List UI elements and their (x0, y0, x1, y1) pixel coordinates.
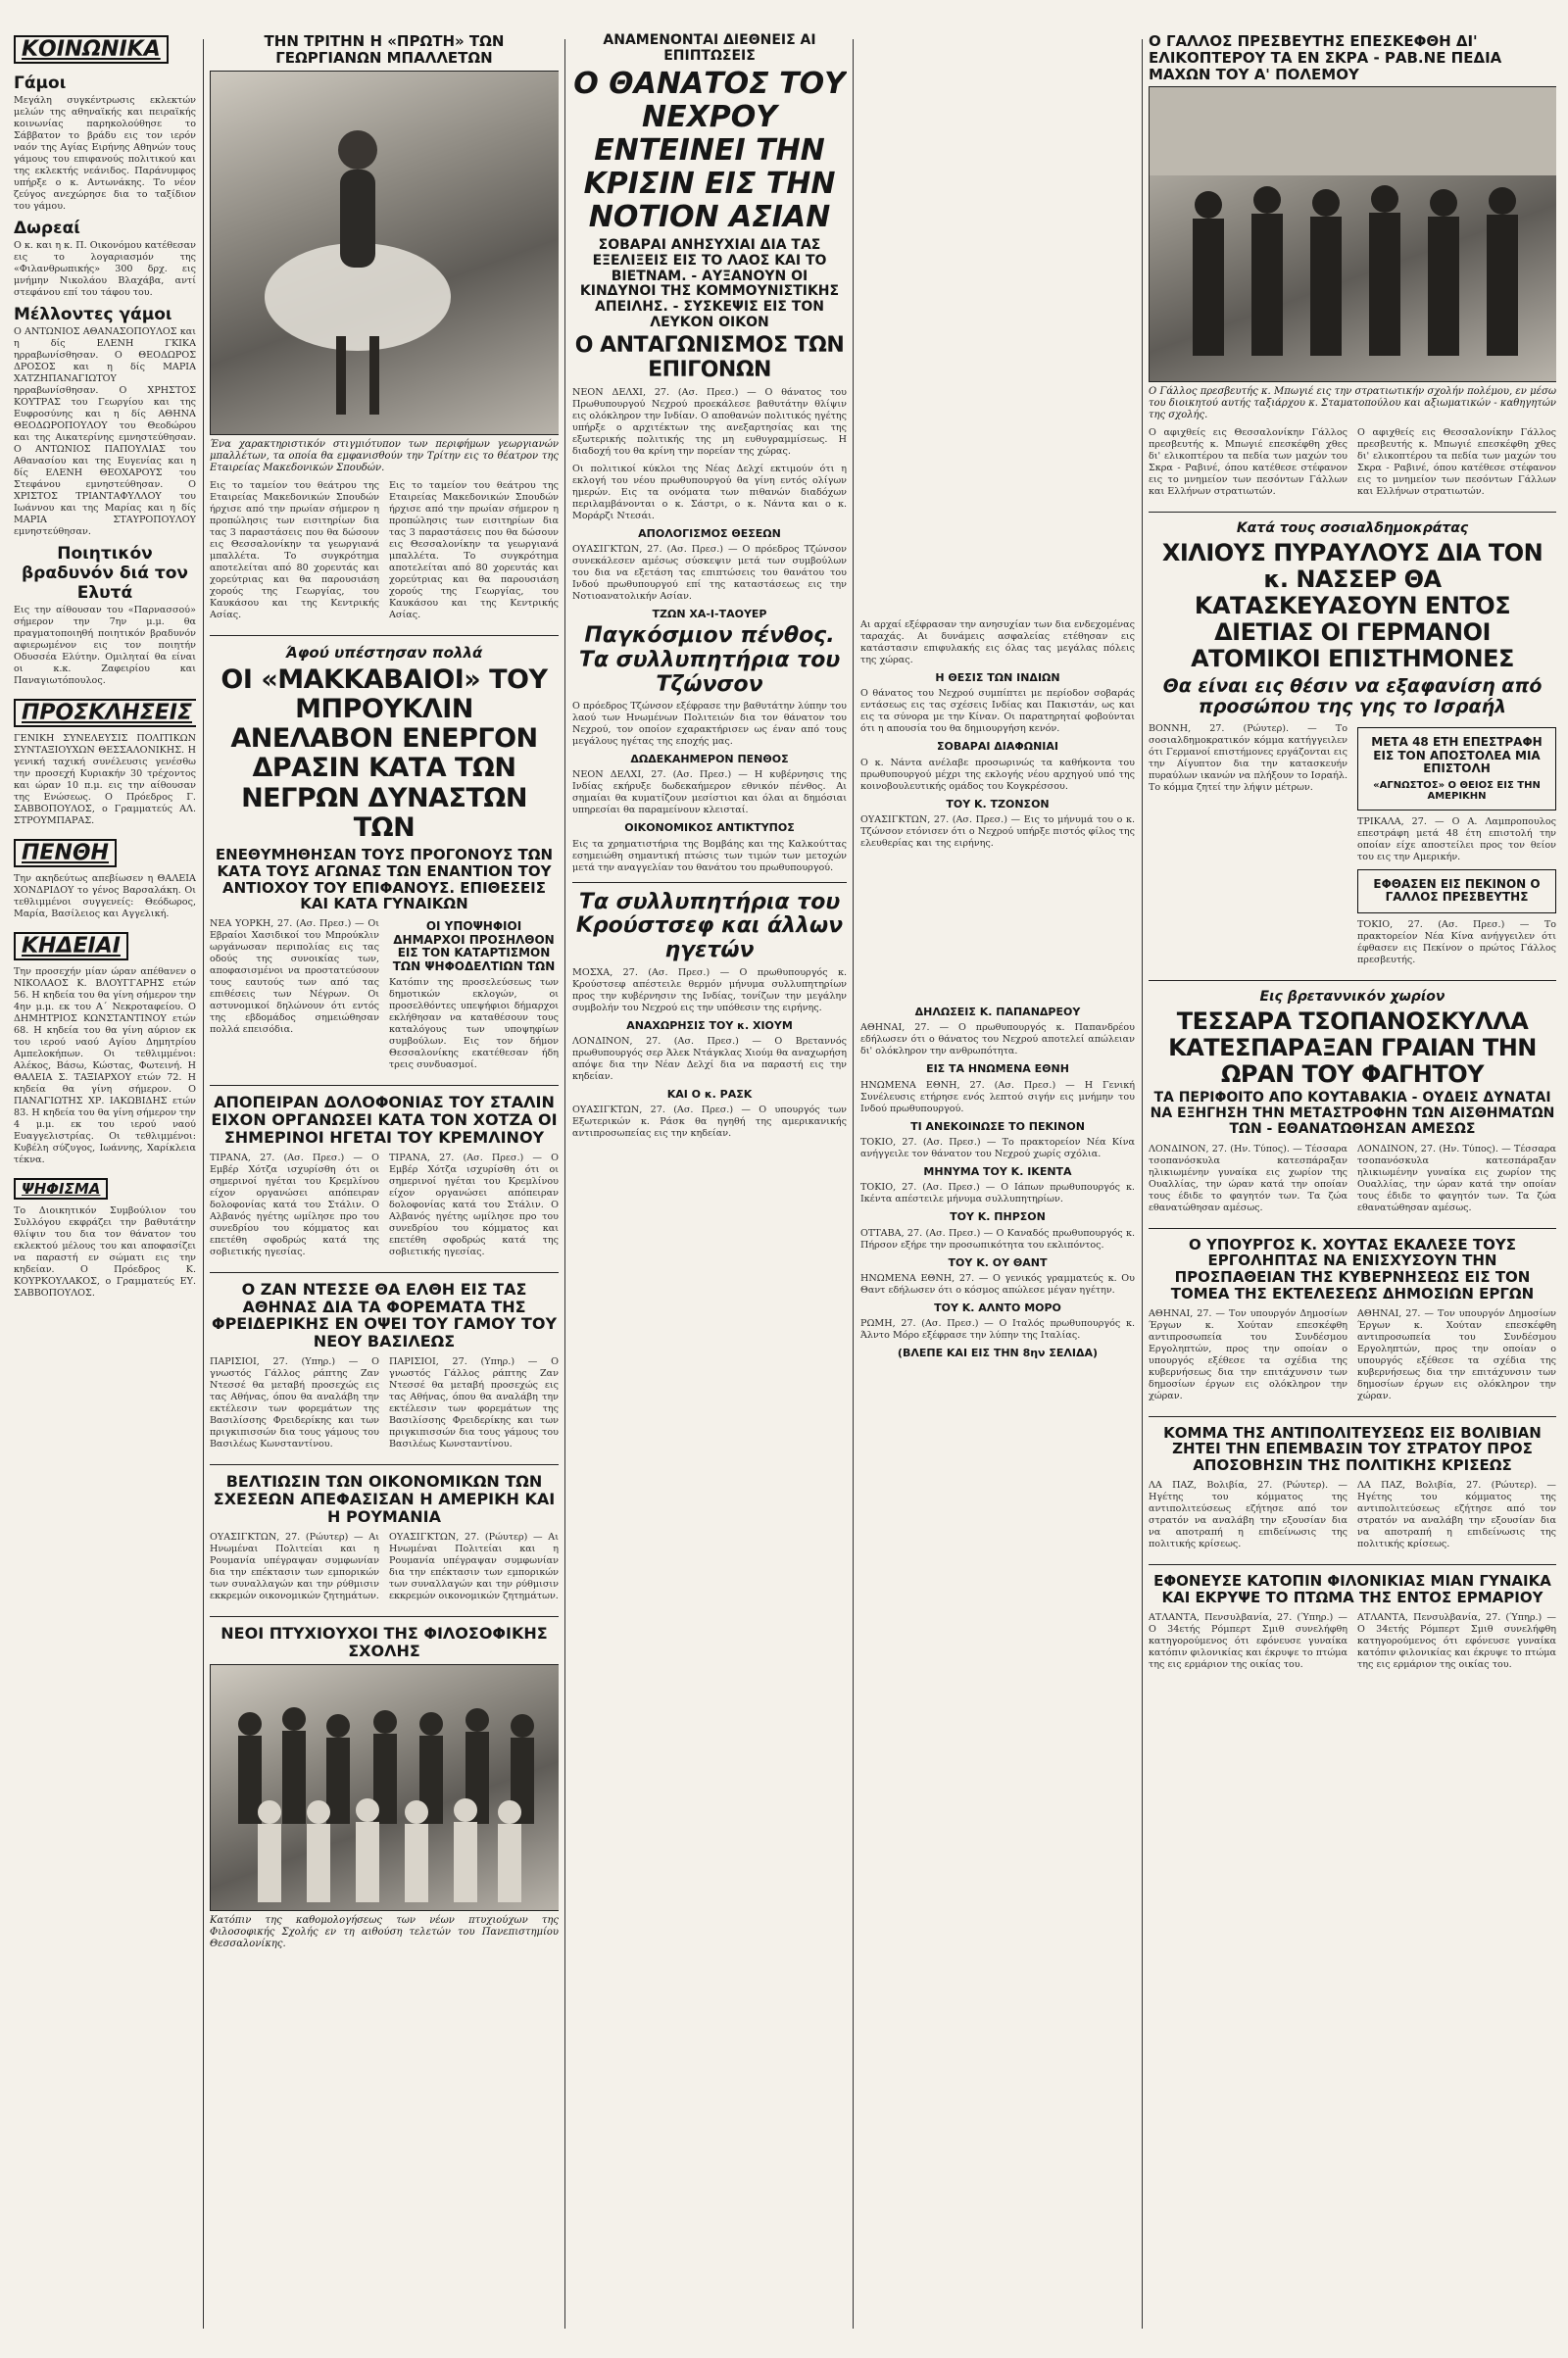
subheading: ΑΠΟΛΟΓΙΣΜΟΣ ΘΕΣΕΩΝ (638, 526, 781, 540)
article-text: ΝΕΟΝ ΔΕΛΧΙ, 27. (Ασ. Πρεσ.) — Η κυβέρνησις της Ινδίας εκήρυξε δωδεκαήμερον εθνικόν πένθος. Αι σημαίαι θα κυματίζουν μεσίστιοι και όλαι αι δημόσιαι υπηρεσίαι θα παραμείνουν κλεισταί. (572, 769, 847, 816)
article-text: Κατόπιν της προσελεύσεως των δημοτικών εκλογών, οι προσελθόντες υπεψήφιοι δήμαρχοι εκλήθησαν να καταθέσουν τους καταλόγους των υποψηφίων συμβούλων. Εις τον δήμον Θεσσαλονίκης εκατέθεσαν ήδη τρεις συνδυασμοί. (389, 976, 559, 1070)
headline: ΝΕΟΙ ΠΤΥΧΙΟΥΧΟΙ ΤΗΣ ΦΙΛΟΣΟΦΙΚΗΣ ΣΧΟΛΗΣ (220, 1624, 548, 1660)
article-text: ΑΘΗΝΑΙ, 27. — Τον υπουργόν Δημοσίων Έργων κ. Χούταν επεσκέφθη αντιπροσωπεία του Συνδέσμου Εργοληπτών, προς την οποίαν ο υπουργός εξέθεσε τα σχέδια της κυβερνήσεως δια την επιτάχυνσιν των δημοσίων έργων εις ολόκληρον την χώραν. (1149, 1307, 1348, 1401)
subheading: Δωρεαί (14, 219, 80, 238)
box-subheadline: «ΑΓΝΩΣΤΟΣ» Ο ΘΕΙΟΣ ΕΙΣ ΤΗΝ ΑΜΕΡΙΚΗΝ (1373, 779, 1541, 802)
main-headline: Ο ΘΑΝΑΤΟΣ ΤΟΥ ΝΕΧΡΟΥ ΕΝΤΕΙΝΕΙ ΤΗΝ ΚΡΙΣΙΝ ΕΙΣ ΤΗΝ ΝΟΤΙΟΝ ΑΣΙΑΝ (573, 67, 846, 235)
article-text: ΛΟΝΔΙΝΟΝ, 27. (Ην. Τύπος). — Τέσσαρα τσοπανόσκυλα κατεσπάραξαν ηλικιωμένην γυναίκα εις χωρίον της Ουαλλίας, την ώραν κατά την οποίαν τους έδιδε το φαγητόν των. Τα ζώα εθανατώθησαν αμέσως. (1357, 1143, 1556, 1213)
article-text: ΡΩΜΗ, 27. (Ασ. Πρεσ.) — Ο Ιταλός πρωθυπουργός κ. Άλντο Μόρο εξέφρασε την λύπην της Ιταλίας. (860, 1318, 1135, 1342)
article-text: ΠΑΡΙΣΙΟΙ, 27. (Υπηρ.) — Ο γνωστός Γάλλος ράπτης Ζαν Ντεσσέ θα μεταβή προσεχώς εις τας Αθήνας, όπου θα αναλάβη την εκτέλεσιν των φορεμάτων της Βασιλίσσης Φρειδερίκης και των πριγκιπισσών δια τους γάμους του Βασιλέως Κωνσταντίνου. (210, 1356, 379, 1450)
headline: ΕΦΟΝΕΥΣΕ ΚΑΤΟΠΙΝ ΦΙΛΟΝΙΚΙΑΣ ΜΙΑΝ ΓΥΝΑΙΚΑ ΚΑΙ ΕΚΡΥΨΕ ΤΟ ΠΤΩΜΑ ΤΗΣ ΕΝΤΟΣ ΕΡΜΑΡΙΟΥ (1153, 1572, 1551, 1606)
kicker: Κατά τους σοσιαλδημοκράτας (1236, 520, 1469, 537)
column-rule (1142, 39, 1143, 2329)
subheading: ΔΗΛΩΣΕΙΣ Κ. ΠΑΠΑΝΔΡΕΟΥ (914, 1005, 1081, 1018)
article-text: ΝΕΑ ΥΟΡΚΗ, 27. (Ασ. Πρεσ.) — Οι Εβραίοι Χασιδικοί του Μπρούκλιν ωργάνωσαν περιπολίας εις τας οδούς της συνοικίας των, αποφασισμένοι να προστατεύσουν τους εαυτούς των από τας επιθέσεις των Νέγρων. Οι αστυνομικοί δηλώνουν ότι εντός της εβδομάδος σημειώθησαν πολλά επεισόδια. (210, 918, 379, 1036)
subheading: ΤΟΥ Κ. ΟΥ ΘΑΝΤ (948, 1255, 1048, 1269)
article-text: ΑΘΗΝΑΙ, 27. — Ο πρωθυπουργός κ. Παπανδρέου εδήλωσεν ότι ο θάνατος του Νεχρού αποτελεί απώλειαν δι' ολόκληρον την ανθρωπότητα. (860, 1022, 1135, 1057)
group-figures-icon (211, 1665, 559, 1910)
headline: ΧΙΛΙΟΥΣ ΠΥΡΑΥΛΟΥΣ ΔΙΑ ΤΟΝ κ. ΝΑΣΣΕΡ ΘΑ ΚΑΤΑΣΚΕΥΑΣΟΥΝ ΕΝΤΟΣ ΔΙΕΤΙΑΣ ΟΙ ΓΕΡΜΑΝΟΙ ΑΤΟΜΙΚΟΙ ΕΠΙΣΤΗΜΟΝΕΣ (1161, 539, 1544, 672)
kicker: Άφού υπέστησαν πολλά (285, 643, 483, 662)
article-text: Εις το ταμείον του θεάτρου της Εταιρείας Μακεδονικών Σπουδών ήρχισε από την πρωίαν σήμερον η προπώλησις των εισιτηρίων δια τας 3 παραστάσεις που θα δώσουν εις Θεσσαλονίκην τα γεωργιανά μπαλλέτα. Το συγκρότημα αποτελείται από 80 χορευτάς και χορεύτριας και θα παρουσιάση χορούς της Γεωργίας, του Καυκάσου και της Κεντρικής Ασίας. (210, 479, 379, 620)
headline: Ο ΖΑΝ ΝΤΕΣΣΕ ΘΑ ΕΛΘΗ ΕΙΣ ΤΑΣ ΑΘΗΝΑΣ ΔΙΑ ΤΑ ΦΟΡΕΜΑΤΑ ΤΗΣ ΦΡΕΙΔΕΡΙΚΗΣ ΕΝ ΟΨΕΙ ΤΟΥ ΓΑΜΟΥ ΤΟΥ ΝΕΟΥ ΒΑΣΙΛΕΩΣ (211, 1279, 558, 1351)
subheading: ΚΑΙ Ο κ. ΡΑΣΚ (666, 1087, 753, 1101)
subheading: ΟΙΚΟΝΟΜΙΚΟΣ ΑΝΤΙΚΤΥΠΟΣ (624, 821, 795, 835)
article-text: ΤΟΚΙΟ, 27. (Ασ. Πρεσ.) — Ο Ιάπων πρωθυπουργός κ. Ικέντα απέστειλε μήνυμα συλλυπητηρίων. (860, 1182, 1135, 1205)
article-text: ΛΟΝΔΙΝΟΝ, 27. (Ην. Τύπος). — Τέσσαρα τσοπανόσκυλα κατεσπάραξαν ηλικιωμένην γυναίκα εις χωρίον της Ουαλλίας, την ώραν κατά την οποίαν τους έδιδε το φαγητόν των. Τα ζώα εθανατώθησαν αμέσως. (1149, 1143, 1348, 1213)
column-social (14, 29, 196, 2338)
headline: ΤΕΣΣΑΡΑ ΤΣΟΠΑΝΟΣΚΥΛΛΑ ΚΑΤΕΣΠΑΡΑΞΑΝ ΓΡΑΙΑΝ ΤΗΝ ΩΡΑΝ ΤΟΥ ΦΑΓΗΤΟΥ (1168, 1007, 1537, 1088)
headline: Ο ΑΝΤΑΓΩΝΙΣΜΟΣ ΤΩΝ ΕΠΙΓΟΝΩΝ (574, 333, 845, 382)
article-text: ΤΙΡΑΝΑ, 27. (Ασ. Πρεσ.) — Ο Εμβέρ Χότζα ισχυρίσθη ότι οι σημερινοί ηγέται του Κρεμλίνου είχον οργανώσει απόπειραν δολοφονίας κατά του Στάλιν. Ο Αλβανός ηγέτης ωμίλησε προ του συνεδρίου του κόμματος και επετέθη σφοδρώς κατά της σοβιετικής ηγεσίας. (210, 1152, 379, 1257)
article-text: Ο κ. και η κ. Π. Οικονόμου κατέθεσαν εις το λογαριασμόν της «Φιλανθρωπικής» 300 δρχ. εις μνήμην Νικολάου Βλαχάβα, αντί στεφάνου επί του τάφου του. (14, 240, 196, 298)
article-text: ΗΝΩΜΕΝΑ ΕΘΝΗ, 27. — Ο γενικός γραμματεύς κ. Ου Θαντ εδήλωσεν ότι ο κόσμος απώλεσε μέγαν ηγέτην. (860, 1272, 1135, 1296)
article-text: ΛΟΝΔΙΝΟΝ, 27. (Ασ. Πρεσ.) — Ο Βρεταννός πρωθυπουργός σερ Άλεκ Ντάγκλας Χιούμ θα αναχωρήση απόψε δια την Νέαν Δελχί δια να παραστή εις την κηδείαν. (572, 1035, 847, 1082)
subheading: ΔΩΔΕΚΑΗΜΕΡΟΝ ΠΕΝΘΟΣ (630, 753, 789, 766)
article-text: Οι πολιτικοί κύκλοι της Νέας Δελχί εκτιμούν ότι η εκλογή του νέου πρωθυπουργού θα γίνη εντός ολίγων ημερών. Εις τα ονόματα των πιθανών διαδόχων περιλαμβάνονται ο κ. Σάστρι, ο κ. Νάντα και ο κ. Μοράρζι Ντεσάι. (572, 463, 847, 521)
article-text: Ο ΑΝΤΩΝΙΟΣ ΑΘΑΝΑΣΟΠΟΥΛΟΣ και η δίς ΕΛΕΝΗ ΓΚΙΚΑ ηρραβωνίσθησαν. Ο ΘΕΟΔΩΡΟΣ ΔΡΟΣΟΣ και η δίς ΜΑΡΙΑ ΧΑΤΖΗΠΑΝΑΓΙΩΤΟΥ ηρραβωνίσθησαν. Ο ΧΡΗΣΤΟΣ ΚΟΥΤΡΑΣ του Γεωργίου και της Ευφροσύνης και η δίς ΑΘΗΝΑ ΘΕΟΔΩΡΟΠΟΥΛΟΥ του Θεοδώρου και της Αικατερίνης εμνηστεύθησαν. Ο ΑΝΤΩΝΙΟΣ ΠΑΠΟΥΛΙΑΣ του Αθανασίου και της Ευγενίας και η δίς ΕΛΕΝΗ ΘΕΟΧΑΡΟΥΣ του Στεφάνου εμνηστεύθησαν. Ο ΧΡΙΣΤΟΣ ΤΡΙΑΝΤΑΦΥΛΛΟΥ του Ιωάννου και της Μαρίας και η δίς ΜΑΡΙΑ ΣΤΑΥΡΟΠΟΥΛΟΥ εμνηστεύθησαν. (14, 326, 196, 537)
article-text: ΝΕΟΝ ΔΕΛΧΙ, 27. (Ασ. Πρεσ.) — Ο θάνατος του Πρωθυπουργού Νεχρού προεκάλεσε βαθυτάτην θλίψιν εις ολόκληρον την Ινδίαν. Ο αποθανών πολιτικός ηγέτης υπήρξε ο αρχιτέκτων της ανεξαρτησίας και της εξωτερικής πολιτικής της μη ευθυγραμμίσεως. Η διαδοχή του θα κρίνη την πορείαν της χώρας. (572, 386, 847, 457)
article-text: Αι αρχαί εξέφρασαν την ανησυχίαν των δια ενδεχομένας ταραχάς. Αι δυνάμεις ασφαλείας ετέθησαν εις κατάστασιν επιφυλακής εις όλας τας μεγάλας πόλεις της χώρας. (860, 619, 1135, 665)
article-text: Την προσεχήν μίαν ώραν απέθανεν ο ΝΙΚΟΛΑΟΣ Κ. ΒΛΟΥΓΓΑΡΗΣ ετών 56. Η κηδεία του θα γίνη σήμερον την 4ην μ.μ. εκ του Α΄ Νεκροταφείου. Ο ΔΗΜΗΤΡΙΟΣ ΚΩΝΣΤΑΝΤΙΝΟΥ ετών 68. Η κηδεία του θα γίνη αύριον εκ του ιερού ναού Αγίου Δημητρίου Αμπελοκήπων. Οι τεθλιμμένοι: Αλέκος, Βάσω, Κώστας, Φωτεινή. Η ΘΑΛΕΙΑ Σ. ΤΑΞΙΑΡΧΟΥ ετών 72. Η κηδεία θα γίνη σήμερον. Ο ΠΑΝΑΓΙΩΤΗΣ ΧΡ. ΙΑΚΩΒΙΔΗΣ ετών 83. Η κηδεία του θα γίνη σήμερον την 4 μ.μ. εκ του ιερού ναού Ευαγγελιστρίας. Οι τεθλιμμένοι: Κυβέλη σύζυγος, Ιωάννης, Χαρίκλεια τέκνα. (14, 966, 196, 1165)
column-rule (853, 39, 854, 2329)
subheading: ΤΟΥ Κ. ΠΗΡΣΟΝ (950, 1210, 1046, 1224)
subheading: ΤΟΥ Κ. ΤΖΟΝΣΟΝ (946, 797, 1050, 811)
dancer-figure-icon (211, 72, 559, 434)
subheading: ΜΗΝΥΜΑ ΤΟΥ Κ. ΙΚΕΝΤΑ (923, 1164, 1072, 1178)
article-text: Το Διοικητικόν Συμβούλιον του Συλλόγου εκφράζει την βαθυτάτην θλίψιν του δια τον θάνατον του εκλεκτού μέλους του και αποφασίζει να παραστή εν σώματι εις την κηδείαν. Ο Πρόεδρος Κ. ΚΟΥΡΚΟΥΛΑΚΟΣ, ο Γραμματεύς ΕΥ. ΣΑΒΒΟΠΟΥΛΟΣ. (14, 1205, 196, 1299)
subheading: ΤΙ ΑΝΕΚΟΙΝΩΣΕ ΤΟ ΠΕΚΙΝΟΝ (910, 1119, 1085, 1133)
article-text: ΟΥΑΣΙΓΚΤΩΝ, 27. (Ρώυτερ) — Αι Ηνωμέναι Πολιτείαι και η Ρουμανία υπέγραψαν συμφωνίαν δια την επέκτασιν των εμπορικών των συναλλαγών και την ρύθμισιν εκκρεμών οικονομικών ζητημάτων. (389, 1532, 559, 1601)
article-text: ΑΤΛΑΝΤΑ, Πενσυλβανία, 27. (Ύπηρ.) — Ο 34ετής Ρόμπερτ Σμιθ συνελήφθη κατηγορούμενος ότι εφόνευσε γυναίκα κατόπιν φιλονικίας και έκρυψε το πτώμα της εις ερμάριον της οικίας του. (1357, 1611, 1556, 1670)
article-text: Εις τα χρηματιστήρια της Βομβάης και της Καλκούττας εσημειώθη σημαντική πτώσις των τιμών των μετοχών μετά την αναγγελίαν του θανάτου του πρωθυπουργού. (572, 838, 847, 873)
article-text: ΗΝΩΜΕΝΑ ΕΘΝΗ, 27. (Ασ. Πρεσ.) — Η Γενική Συνέλευσις ετήρησε ενός λεπτού σιγήν εις μνήμην του Ινδού πρωθυπουργού. (860, 1079, 1135, 1114)
subheading: ΣΟΒΑΡΑΙ ΔΙΑΦΩΝΙΑΙ (937, 740, 1058, 754)
subheading: Ποιητικόν βραδυνόν διά τον Ελυτά (22, 544, 188, 603)
subheading: Η ΘΕΣΙΣ ΤΩΝ ΙΝΔΙΩΝ (935, 671, 1060, 684)
deck: ΕΝΕΘΥΜΗΘΗΣΑΝ ΤΟΥΣ ΠΡΟΓΟΝΟΥΣ ΤΩΝ ΚΑΤΑ ΤΟΥΣ ΑΓΩΝΑΣ ΤΩΝ ΕΝΑΝΤΙΟΝ ΤΟΥ ΑΝΤΙΟΧΟΥ ΤΟΥ ΕΠΙΦΑΝΟΥΣ. ΕΠΙΘΕΣΕΙΣ ΚΑΙ ΚΑΤΑ ΓΥΝΑΙΚΩΝ (215, 846, 554, 913)
section-title: ΚΗΔΕΙΑΙ (14, 932, 128, 960)
subheading: ΟΙ ΥΠΟΨΗΦΙΟΙ ΔΗΜΑΡΧΟΙ ΠΡΟΣΗΛΘΟΝ ΕΙΣ ΤΟΝ ΚΑΤΑΡΤΙΣΜΟΝ ΤΩΝ ΨΗΦΟΔΕΛΤΙΩΝ ΤΩΝ (392, 919, 556, 973)
article-text: ΟΥΑΣΙΓΚΤΩΝ, 27. (Ασ. Πρεσ.) — Ο πρόεδρος Τζώνσον συνεκάλεσεν αμέσως σύσκεψιν μετά των συμβούλων του δια να εξετάση τας επιπτώσεις του θανάτου του Ινδού πρωθυπουργού επί της καταστάσεως εις την Νοτιοανατολικήν Ασίαν. (572, 543, 847, 602)
section-title: ΨΗΦΙΣΜΑ (14, 1178, 108, 1200)
deck: ΤΑ ΠΕΡΙΦΟΙΤΟ ΑΠΟ ΚΟΥΤΑΒΑΚΙΑ - ΟΥΔΕΙΣ ΔΥΝΑΤΑΙ ΝΑ ΕΞΗΓΗΣΗ ΤΗΝ ΜΕΤΑΣΤΡΟΦΗΝ ΤΩΝ ΑΙΣΘΗΜΑΤΩΝ ΤΩΝ - ΕΘΑΝΑΤΩΘΗΣΑΝ ΑΜΕΣΩΣ (1150, 1090, 1555, 1137)
article-text: Ο αφιχθείς εις Θεσσαλονίκην Γάλλος πρεσβευτής κ. Μπωγιέ επεσκέφθη χθες δι' ελικοπτέρου τα πεδία των μαχών του Σκρα - Ραβινέ, όπου κατέθεσε στέφανον εις το μνημείον των πεσόντων Γάλλων και Ελλήνων στρατιωτών. (1357, 427, 1556, 498)
article-text: ΟΥΑΣΙΓΚΤΩΝ, 27. (Ασ. Πρεσ.) — Ο υπουργός των Εξωτερικών κ. Ράσκ θα ηγηθή της αμερικανικής αντιπροσωπείας εις την κηδείαν. (572, 1105, 847, 1140)
article-text: ΓΕΝΙΚΗ ΣΥΝΕΛΕΥΣΙΣ ΠΟΛΙΤΙΚΩΝ ΣΥΝΤΑΞΙΟΥΧΩΝ ΘΕΣΣΑΛΟΝΙΚΗΣ. Η γενική ταχική συνέλευσις γενέσθω την προσεχή Κυριακήν 30 τρέχοντος και ώραν 10 π.μ. εις την αίθουσαν της Ενώσεως. Ο Πρόεδρος Γ. ΣΑΒΒΟΠΟΥΛΟΣ, ο Γραμματεύς ΑΛ. ΣΤΡΟΥΜΠΑΡΑΣ. (14, 733, 196, 826)
headline: Ο ΓΑΛΛΟΣ ΠΡΕΣΒΕΥΤΗΣ ΕΠΕΣΚΕΦΘΗ ΔΙ' ΕΛΙΚΟΠΤΕΡΟΥ ΤΑ ΕΝ ΣΚΡΑ - ΡΑΒ.ΝΕ ΠΕΔΙΑ ΜΑΧΩΝ ΤΟΥ Α' ΠΟΛΕΜΟΥ (1149, 32, 1502, 83)
headline: ΤΗΝ ΤΡΙΤΗΝ Η «ΠΡΩΤΗ» ΤΩΝ ΓΕΩΡΓΙΑΝΩΝ ΜΠΑΛΛΕΤΩΝ (264, 32, 505, 67)
deck: Θα είναι εις θέσιν να εξαφανίση από προσώπου της γης το Ισραήλ (1162, 674, 1543, 718)
headline: Τα συλλυπητήρια του Κρούστσεφ και άλλων ηγετών (575, 889, 844, 962)
article-text: ΤΟΚΙΟ, 27. (Ασ. Πρεσ.) — Το πρακτορείον Νέα Κίνα ανήγγειλε τον θάνατον του Νεχρού χωρίς σχόλια. (860, 1136, 1135, 1159)
headline: Ο ΥΠΟΥΡΓΟΣ Κ. ΧΟΥΤΑΣ ΕΚΑΛΕΣΕ ΤΟΥΣ ΕΡΓΟΛΗΠΤΑΣ ΝΑ ΕΝΙΣΧΥΣΟΥΝ ΤΗΝ ΠΡΟΣΠΑΘΕΙΑΝ ΤΗΣ ΚΥΒΕΡΝΗΣΕΩΣ ΕΙΣ ΤΟΝ ΤΟΜΕΑ ΤΗΣ ΕΚΤΕΛΕΣΕΩΣ ΔΗΜΟΣΙΩΝ ΕΡΓΩΝ (1170, 1235, 1535, 1302)
article-text: ΤΡΙΚΑΛΑ, 27. — Ο Α. Λαμπροπουλος επεστράφη μετά 48 έτη επιστολή την οποίαν είχε αποστείλει προς τον θείον του εις την Αμερικήν. (1357, 815, 1556, 862)
article-text: Ο αφιχθείς εις Θεσσαλονίκην Γάλλος πρεσβευτής κ. Μπωγιέ επεσκέφθη χθες δι' ελικοπτέρου τα πεδία των μαχών του Σκρα - Ραβινέ, όπου κατέθεσε στέφανον εις το μνημείον των πεσόντων Γάλλων και Ελλήνων στρατιωτών. (1149, 427, 1348, 498)
article-text: ΠΑΡΙΣΙΟΙ, 27. (Υπηρ.) — Ο γνωστός Γάλλος ράπτης Ζαν Ντεσσέ θα μεταβή προσεχώς εις τας Αθήνας, όπου θα αναλάβη την εκτέλεσιν των φορεμάτων της Βασιλίσσης Φρειδερίκης και των πριγκιπισσών δια τους γάμους του Βασιλέως Κωνσταντίνου. (389, 1356, 559, 1450)
subheading: ΕΙΣ ΤΑ ΗΝΩΜΕΝΑ ΕΘΝΗ (926, 1062, 1069, 1076)
article-text: ΤΙΡΑΝΑ, 27. (Ασ. Πρεσ.) — Ο Εμβέρ Χότζα ισχυρίσθη ότι οι σημερινοί ηγέται του Κρεμλίνου είχον οργανώσει απόπειραν δολοφονίας κατά του Στάλιν. Ο Αλβανός ηγέτης ωμίλησε προ του συνεδρίου του κόμματος και επετέθη σφοδρώς κατά της σοβιετικής ηγεσίας. (389, 1152, 559, 1257)
article-text: ΒΟΝΝΗ, 27. (Ρώυτερ). — Το σοσιαλδημοκρατικόν κόμμα κατήγγειλεν ότι Γερμανοί επιστήμονες εργάζονται εις την Αίγυπτον δια την κατασκευήν πυραύλων ικανών να πλήξουν το Ισραήλ. Το κόμμα ζητεί την λήψιν μέτρων. (1149, 723, 1348, 794)
deck: ΣΟΒΑΡΑΙ ΑΝΗΣΥΧΙΑΙ ΔΙΑ ΤΑΣ ΕΞΕΛΙΞΕΙΣ ΕΙΣ ΤΟ ΛΑΟΣ ΚΑΙ ΤΟ ΒΙΕΤΝΑΜ. - ΑΥΞΑΝΟΥΝ ΟΙ ΚΙΝΔΥΝΟΙ ΤΗΣ ΚΟΜΜΟΥΝΙΣΤΙΚΗΣ ΑΠΕΙΛΗΣ. - ΣΥΣΚΕΨΙΣ ΕΙΣ ΤΟΝ ΛΕΥΚΟΝ ΟΙΚΟΝ (579, 237, 840, 330)
article-text: ΛΑ ΠΑΖ, Βολιβία, 27. (Ρώυτερ). — Ηγέτης του κόμματος της αντιπολιτεύσεως εζήτησε από τον στρατόν να αναλάβη την εξουσίαν δια να αποτραπή η επιδείνωσις της πολιτικής κρίσεως. (1357, 1480, 1556, 1550)
article-text: Ο πρόεδρος Τζώνσον εξέφρασε την βαθυτάτην λύπην του λαού των Ηνωμένων Πολιτειών δια τον θάνατον του Νεχρού, τον οποίον εχαρακτήρισεν ως έναν από τους μεγάλους ηγέτας της εποχής μας. (572, 701, 847, 748)
subheading: ΤΟΥ Κ. ΑΛΝΤΟ ΜΟΡΟ (934, 1301, 1061, 1314)
article-text: Ο θάνατος του Νεχρού συμπίπτει με περίοδον σοβαράς εντάσεως εις τας σχέσεις Ινδίας και Πακιστάν, ως και εις τα σύνορα με την Κίναν. Οι παρατηρηταί φοβούνται ότι η απουσία του θα δημιουργήση κενόν. (860, 688, 1135, 735)
subheading: Γάμοι (14, 74, 67, 93)
article-text: ΟΥΑΣΙΓΚΤΩΝ, 27. (Ρώυτερ) — Αι Ηνωμέναι Πολιτείαι και η Ρουμανία υπέγραψαν συμφωνίαν δια την επέκτασιν των εμπορικών των συναλλαγών και την ρύθμισιν εκκρεμών οικονομικών ζητημάτων. (210, 1532, 379, 1601)
headline: ΒΕΛΤΙΩΣΙΝ ΤΩΝ ΟΙΚΟΝΟΜΙΚΩΝ ΤΩΝ ΣΧΕΣΕΩΝ ΑΠΕΦΑΣΙΣΑΝ Η ΑΜΕΡΙΚΗ ΚΑΙ Η ΡΟΥΜΑΝΙΑ (213, 1472, 556, 1527)
graduates-photo (210, 1664, 559, 1911)
section-title: ΠΡΟΣΚΛΗΣΕΙΣ (14, 699, 196, 727)
kicker: ΤΖΩΝ ΧΑ-Ι-ΤΑΟΥΕΡ (652, 607, 767, 620)
ambassador-photo (1149, 86, 1556, 382)
photo-caption: Ένα χαρακτηριστικόν στιγμιότυπον των περιφήμων γεωργιανών μπαλλέτων, τα οποία θα εμφανισθούν την Τρίτην εις το θέατρον της Εταιρείας Μακεδονικών Σπουδών. (210, 438, 559, 473)
photo-caption: Ο Γάλλος πρεσβευτής κ. Μπωγιέ εις την στρατιωτικήν σχολήν πολέμου, εν μέσω του διοικητού αυτής ταξιάρχου κ. Σταματοπούλου και αξιωματικών - καθηγητών της σχολής. (1149, 386, 1556, 421)
column-rule (564, 39, 565, 2329)
headline: ΟΙ «ΜΑΚΚΑΒΑΙΟΙ» ΤΟΥ ΜΠΡΟΥΚΛΙΝ ΑΝΕΛΑΒΟΝ ΕΝΕΡΓΟΝ ΔΡΑΣΙΝ ΚΑΤΑ ΤΩΝ ΝΕΓΡΩΝ ΔΥΝΑΣΤΩΝ ΤΩΝ (220, 663, 548, 843)
subheading: ΑΝΑΧΩΡΗΣΙΣ ΤΟΥ κ. ΧΙΟΥΜ (626, 1018, 793, 1032)
box-headline: ΜΕΤΑ 48 ΕΤΗ ΕΠΕΣΤΡΑΦΗ ΕΙΣ ΤΟΝ ΑΠΟΣΤΟΛΕΑ ΜΙΑ ΕΠΙΣΤΟΛΗ (1371, 735, 1543, 776)
subheading: Μέλλοντες γάμοι (14, 305, 172, 324)
column-4 (860, 29, 1135, 2338)
column-5 (1149, 29, 1556, 2338)
section-title: ΠΕΝΘΗ (14, 839, 117, 867)
article-text: ΛΑ ΠΑΖ, Βολιβία, 27. (Ρώυτερ). — Ηγέτης του κόμματος της αντιπολιτεύσεως εζήτησε από τον στρατόν να αναλάβη την εξουσίαν δια να αποτραπή η επιδείνωσις της πολιτικής κρίσεως. (1149, 1480, 1348, 1550)
box-headline: ΕΦΘΑΣΕΝ ΕΙΣ ΠΕΚΙΝΟΝ Ο ΓΑΛΛΟΣ ΠΡΕΣΒΕΥΤΗΣ (1373, 876, 1541, 905)
article-text: Εις την αίθουσαν του «Παρνασσού» σήμερον την 7ην μ.μ. θα πραγματοποιηθή ποιητικόν βραδυνόν αφιερωμένον εις τον ποιητήν Οδυσσέα Ελύτην. Ομιληταί θα είναι οι κ.κ. Ζαφειρίου και Παναγιωτόπουλος. (14, 605, 196, 686)
article-text: ΑΤΛΑΝΤΑ, Πενσυλβανία, 27. (Ύπηρ.) — Ο 34ετής Ρόμπερτ Σμιθ συνελήφθη κατηγορούμενος ότι εφόνευσε γυναίκα κατόπιν φιλονικίας και έκρυψε το πτώμα της εις ερμάριον της οικίας του. (1149, 1611, 1348, 1670)
article-text: ΑΘΗΝΑΙ, 27. — Τον υπουργόν Δημοσίων Έργων κ. Χούταν επεσκέφθη αντιπροσωπεία του Συνδέσμου Εργοληπτών, προς την οποίαν ο υπουργός εξέθεσε τα σχέδια της κυβερνήσεως δια την επιτάχυνσιν των δημοσίων έργων εις ολόκληρον την χώραν. (1357, 1307, 1556, 1401)
headline: Παγκόσμιον πένθος. Τα συλλυπητήρια του Τζώνσον (578, 623, 841, 697)
kicker: Εις βρεταννικόν χωρίον (1259, 988, 1446, 1005)
officers-group-icon (1150, 87, 1556, 381)
article-text: ΟΥΑΣΙΓΚΤΩΝ, 27. (Ασ. Πρεσ.) — Εις το μήνυμά του ο κ. Τζώνσον ετόνισεν ότι ο Νεχρού υπήρξε πιστός φίλος της ελευθερίας και της ειρήνης. (860, 813, 1135, 849)
column-rule (203, 39, 204, 2329)
column-main-story (572, 29, 847, 2338)
kicker: ΑΝΑΜΕΝΟΝΤΑΙ ΔΙΕΘΝΕΙΣ ΑΙ ΕΠΙΠΤΩΣΕΙΣ (603, 32, 816, 64)
article-text: Ο κ. Νάντα ανέλαβε προσωρινώς τα καθήκοντα του πρωθυπουργού μέχρι της εκλογής νέου αρχηγού υπό της κοινοβουλευτικής ομάδος του Κογκρέσσου. (860, 757, 1135, 792)
article-text: Εις το ταμείον του θεάτρου της Εταιρείας Μακεδονικών Σπουδών ήρχισε από την πρωίαν σήμερον η προπώλησις των εισιτηρίων δια τας 3 παραστάσεις που θα δώσουν εις Θεσσαλονίκην τα γεωργιανά μπαλλέτα. Το συγκρότημα αποτελείται από 80 χορευτάς και χορεύτριας και θα παρουσιάση χορούς της Γεωργίας, του Καυκάσου και της Κεντρικής Ασίας. (389, 479, 559, 620)
article-text: ΜΟΣΧΑ, 27. (Ασ. Πρεσ.) — Ο πρωθυπουργός κ. Κρούστσεφ απέστειλε θερμόν μήνυμα συλλυπητηρίων προς την κυβέρνησιν της Ινδίας, τονίζων την μεγάλην συμβολήν του Νεχρού εις την υπόθεσιν της ειρήνης. (572, 966, 847, 1013)
article-text: Μεγάλη συγκέντρωσις εκλεκτών μελών της αθηναϊκής και πειραϊκής κοινωνίας παρηκολούθησε το Σάββατον το βράδυ εις τον ιερόν ναόν της Αγίας Ειρήνης Αθηνών τους γάμους του επιφανούς πολιτικού και της εκλεκτής νεάνιδος. Παράνυμφος υπήρξε ο κ. Αντωνάκης. Το νέον ζεύγος ανεχώρησε δια το ταξίδιον του γάμου. (14, 95, 196, 212)
article-text: ΤΟΚΙΟ, 27. (Ασ. Πρεσ.) — Το πρακτορείον Νέα Κίνα ανήγγειλεν ότι έφθασεν εις Πεκίνον ο πρώτος Γάλλος πρεσβευτής. (1357, 918, 1556, 965)
photo-caption: Κατόπιν της καθομολογήσεως των νέων πτυχιούχων της Φιλοσοφικής Σχολής εν τη αιθούση τελετών του Πανεπιστημίου Θεσσαλονίκης. (210, 1914, 559, 1949)
article-text: Την ακηδεύτως απεβίωσεν η ΘΑΛΕΙΑ ΧΟΝΔΡΙΔΟΥ το γένος Βαρσαλάκη. Οι τεθλιμμένοι συγγενείς: Θεόδωρος, Μαρία, Βασίλειος και Αγγελική. (14, 873, 196, 919)
ballet-photo (210, 71, 559, 435)
section-title: ΚΟΙΝΩΝΙΚΑ (14, 35, 169, 64)
column-2 (210, 29, 559, 2338)
continuation-note: (ΒΛΕΠΕ ΚΑΙ ΕΙΣ ΤΗΝ 8ην ΣΕΛΙΔΑ) (897, 1347, 1099, 1360)
article-text: ΟΤΤΑΒΑ, 27. (Ασ. Πρεσ.) — Ο Καναδός πρωθυπουργός κ. Πήρσον εξήρε την προσωπικότητα του εκλιπόντος. (860, 1227, 1135, 1251)
headline: ΚΟΜΜΑ ΤΗΣ ΑΝΤΙΠΟΛΙΤΕΥΣΕΩΣ ΕΙΣ ΒΟΛΙΒΙΑΝ ΖΗΤΕΙ ΤΗΝ ΕΠΕΜΒΑΣΙΝ ΤΟΥ ΣΤΡΑΤΟΥ ΠΡΟΣ ΑΠΟΣΟΒΗΣΙΝ ΤΗΣ ΠΟΛΙΤΙΚΗΣ ΚΡΙΣΕΩΣ (1163, 1423, 1542, 1475)
headline: ΑΠΟΠΕΙΡΑΝ ΔΟΛΟΦΟΝΙΑΣ ΤΟΥ ΣΤΑΛΙΝ ΕΙΧΟΝ ΟΡΓΑΝΩΣΕΙ ΚΑΤΑ ΤΟΝ ΧΟΤΖΑ ΟΙ ΣΗΜΕΡΙΝΟΙ ΗΓΕΤΑΙ ΤΟΥ ΚΡΕΜΛΙΝΟΥ (211, 1092, 558, 1147)
